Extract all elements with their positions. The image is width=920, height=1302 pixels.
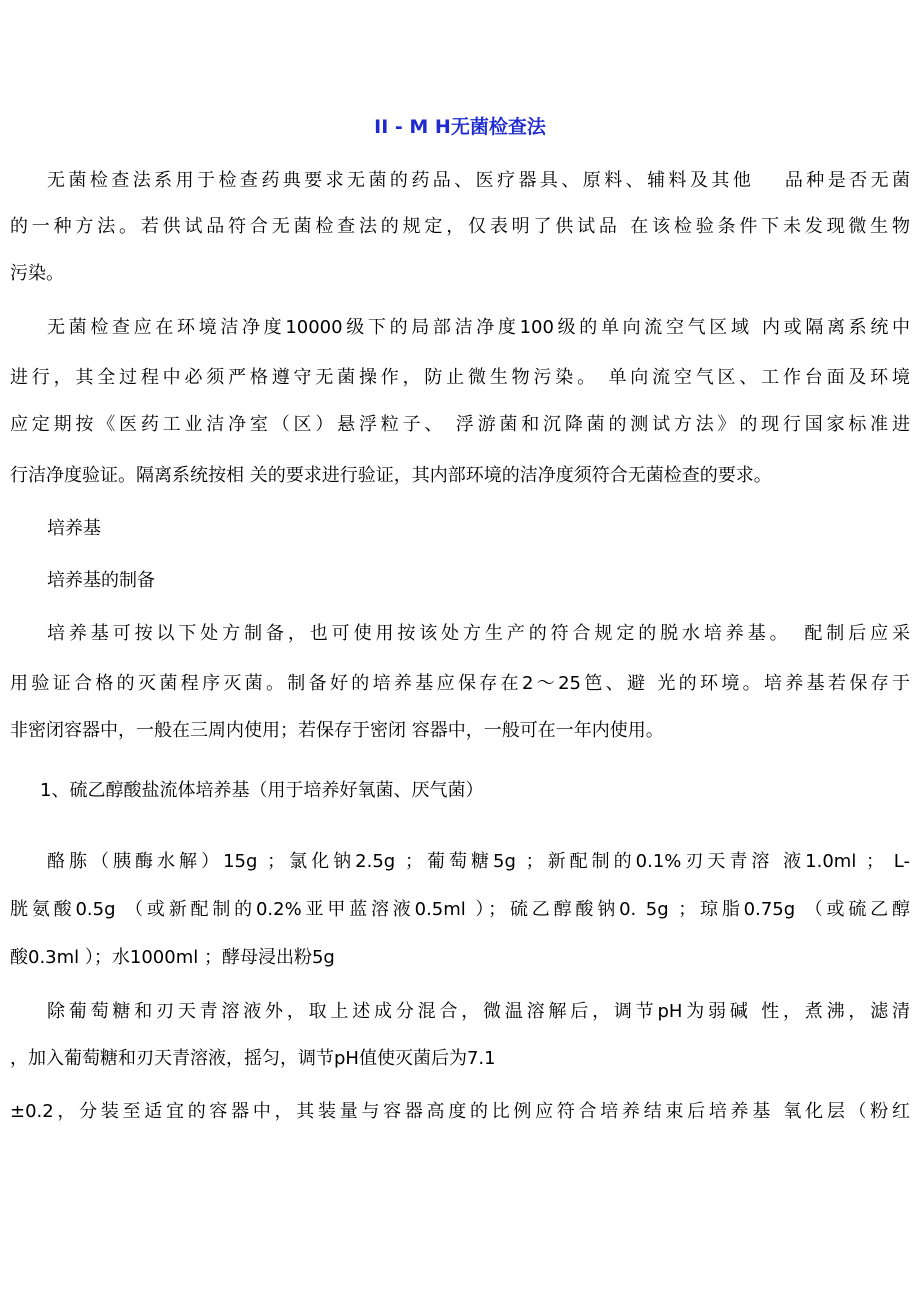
- paragraph-line: 酸0.3ml ）；水1000ml ；酵母浸出粉5g: [10, 947, 335, 968]
- paragraph-line: ，加入葡萄糖和刃天青溶液，摇匀，调节pH值使灭菌后为7.1: [10, 1048, 496, 1069]
- paragraph-line: 非密闭容器中，一般在三周内使用；若保存于密闭 容器中，一般可在一年内使用。: [10, 720, 664, 741]
- paragraph-line: 行洁净度验证。隔离系统按相 关的要求进行验证，其内部环境的洁净度须符合无菌检查的要求。: [10, 465, 772, 486]
- paragraph-line: 用验证合格的灭菌程序灭菌。制备好的培养基应保存在2～25笆、避 光的环境。培养基若保存于: [10, 673, 910, 694]
- paragraph-line: 培养基可按以下处方制备，也可使用按该处方生产的符合规定的脱水培养基。 配制后应采: [47, 623, 910, 644]
- section-heading: 培养基: [47, 518, 101, 539]
- paragraph-line: 的一种方法。若供试品符合无菌检查法的规定，仅表明了供试品 在该检验条件下未发现微生物: [10, 216, 910, 237]
- paragraph-line: 无菌检查法系用于检查药典要求无菌的药品、医疗器具、原料、辅料及其他 品种是否无菌: [47, 170, 910, 191]
- paragraph-line: 胱氨酸0.5g （或新配制的0.2%亚甲蓝溶液0.5ml ）；硫乙醇酸钠0. 5g ；琼脂0.75g （或硫乙醇: [10, 899, 910, 920]
- section-heading: 1、硫乙醇酸盐流体培养基（用于培养好氧菌、厌气菌）: [40, 780, 484, 801]
- paragraph-line: ±0.2，分装至适宜的容器中，其装量与容器高度的比例应符合培养结束后培养基 氧化层（粉红: [10, 1101, 910, 1122]
- paragraph-line: 酪胨（胰酶水解）15g ；氯化钠2.5g ；葡萄糖5g ；新配制的0.1%刃天青溶 液1.0ml ； L-: [47, 851, 910, 872]
- paragraph-line: 应定期按《医药工业洁净室（区）悬浮粒子、 浮游菌和沉降菌的测试方法》的现行国家标准进: [10, 414, 910, 435]
- paragraph-line: 除葡萄糖和刃天青溶液外，取上述成分混合，微温溶解后，调节pH为弱碱 性，煮沸，滤清: [47, 1001, 910, 1022]
- section-heading: 培养基的制备: [47, 570, 155, 591]
- paragraph-line: 无菌检查应在环境洁净度10000级下的局部洁净度100级的单向流空气区域 内或隔离系统中: [47, 317, 910, 338]
- document-title: II - M H无菌检查法: [374, 116, 546, 138]
- paragraph-line: 进行，其全过程中必须严格遵守无菌操作，防止微生物污染。 单向流空气区、工作台面及环境: [10, 367, 910, 388]
- paragraph-line: 污染。: [10, 263, 64, 284]
